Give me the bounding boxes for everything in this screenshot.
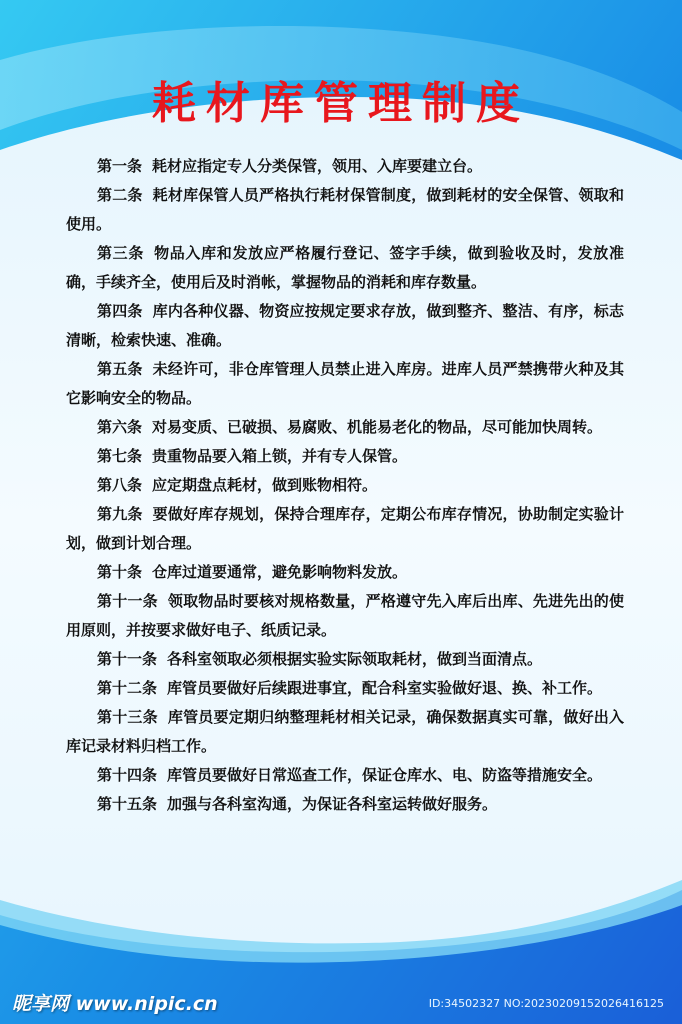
rule-number: 第二条 xyxy=(97,186,143,204)
rule-number: 第六条 xyxy=(97,418,143,436)
rule-text: 应定期盘点耗材，做到账物相符。 xyxy=(152,476,378,494)
rule-number: 第十条 xyxy=(97,563,143,581)
rule-number: 第七条 xyxy=(97,447,143,465)
rule-text: 贵重物品要入箱上锁，并有专人保管。 xyxy=(152,447,408,465)
rule-item xyxy=(66,761,624,790)
rule-item xyxy=(66,645,624,674)
rule-number: 第十三条 xyxy=(97,708,158,726)
rule-text: 库管员要做好日常巡查工作，保证仓库水、电、防盗等措施安全。 xyxy=(167,766,603,784)
rule-item xyxy=(66,355,624,413)
rule-item xyxy=(66,181,624,239)
rule-number: 第十五条 xyxy=(97,795,158,813)
rule-item xyxy=(66,674,624,703)
rule-item xyxy=(66,297,624,355)
rule-number: 第十一条 xyxy=(97,592,158,610)
rule-number: 第十四条 xyxy=(97,766,158,784)
rule-text: 库内各种仪器、物资应按规定要求存放，做到整齐、整洁、有序，标志清晰，检索快速、准确。 xyxy=(66,302,624,349)
rule-number: 第十二条 xyxy=(97,679,158,697)
rule-number: 第四条 xyxy=(97,302,143,320)
rule-text: 对易变质、已破损、易腐败、机能易老化的物品，尽可能加快周转。 xyxy=(152,418,603,436)
rule-number: 第三条 xyxy=(97,244,145,262)
rule-text: 未经许可，非仓库管理人员禁止进入库房。进库人员严禁携带火种及其它影响安全的物品。 xyxy=(66,360,624,407)
rule-item xyxy=(66,587,624,645)
rule-number: 第八条 xyxy=(97,476,143,494)
rule-item xyxy=(66,790,624,819)
page-title: 耗材库管理制度 xyxy=(152,78,530,129)
rule-text: 耗材库保管人员严格执行耗材保管制度，做到耗材的安全保管、领取和使用。 xyxy=(66,186,624,233)
rule-item xyxy=(66,413,624,442)
rule-item xyxy=(66,239,624,297)
rule-number: 第九条 xyxy=(97,505,143,523)
rules-list xyxy=(66,152,624,819)
watermark-id: ID:34502327 NO:20230209152026416125 xyxy=(428,997,664,1010)
rule-text: 耗材应指定专人分类保管，领用、入库要建立台。 xyxy=(152,157,483,175)
rule-item xyxy=(66,442,624,471)
rule-item xyxy=(66,152,624,181)
rule-text: 要做好库存规划，保持合理库存，定期公布库存情况，协助制定实验计划，做到计划合理。 xyxy=(66,505,624,552)
rule-number: 第十一条 xyxy=(97,650,158,668)
rule-item xyxy=(66,703,624,761)
rule-text: 加强与各科室沟通，为保证各科室运转做好服务。 xyxy=(167,795,498,813)
rule-item xyxy=(66,558,624,587)
watermark-logo: 昵享网 www.nipic.cn xyxy=(12,993,218,1015)
rule-text: 物品入库和发放应严格履行登记、签字手续，做到验收及时，发放准确，手续齐全，使用后及时消帐，掌握物品的消耗和库存数量。 xyxy=(66,244,624,291)
rule-number: 第一条 xyxy=(97,157,143,175)
rule-item xyxy=(66,471,624,500)
rule-text: 仓库过道要通常，避免影响物料发放。 xyxy=(152,563,408,581)
rule-text: 库管员要做好后续跟进事宜，配合科室实验做好退、换、补工作。 xyxy=(167,679,603,697)
rule-item xyxy=(66,500,624,558)
rule-text: 领取物品时要核对规格数量，严格遵守先入库后出库、先进先出的使用原则，并按要求做好电子、纸质记录。 xyxy=(66,592,624,639)
rule-text: 各科室领取必须根据实验实际领取耗材，做到当面清点。 xyxy=(167,650,543,668)
rule-number: 第五条 xyxy=(97,360,143,378)
rule-text: 库管员要定期归纳整理耗材相关记录，确保数据真实可靠，做好出入库记录材料归档工作。 xyxy=(66,708,624,755)
